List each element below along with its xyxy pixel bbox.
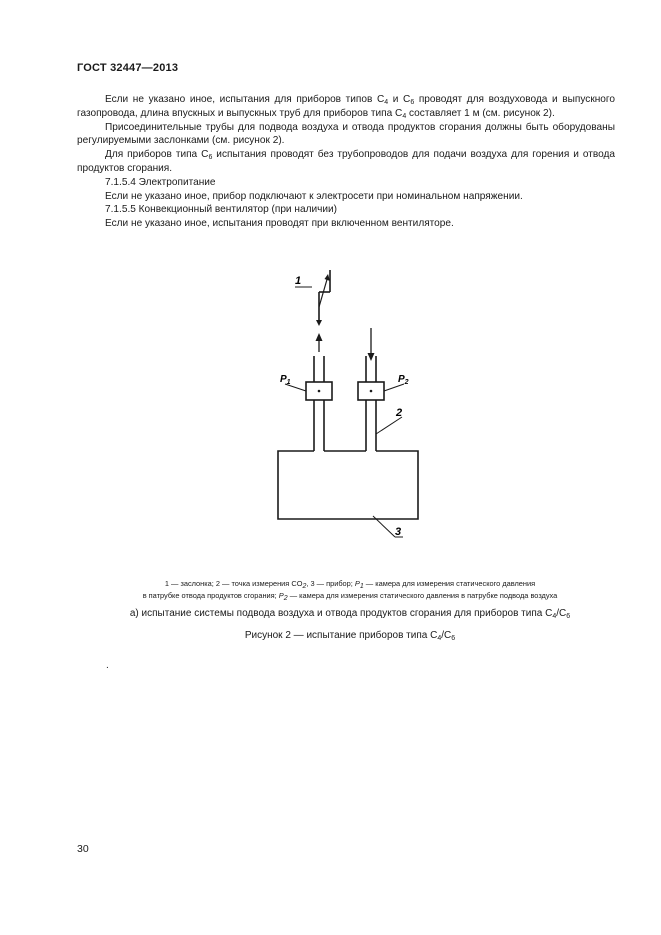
body-text [77,93,615,231]
paragraph-dampers: Присоединительные трубы для подвода воздуха и отвода продуктов сгорания должны быть оборудованы регулируемыми заслонками (см. рисунок 2). [77,121,615,147]
paragraph-fan: Если не указано иное, испытания проводят при включенном вентиляторе. [105,218,454,230]
label-3: 3 [395,526,402,538]
label-p1: $P_1$ [280,374,291,386]
section-heading-fan: 7.1.5.5 Конвекционный вентилятор (при наличии) [105,204,337,216]
legend-line-1: 1 — заслонка; 2 — точка измерения $CO_2$, 3 — прибор; $P_1$ — камера для измерения статического давления [164,579,536,590]
figure-legend [70,578,630,601]
figure-subcaption: а) испытание системы подвода воздуха и отвода продуктов сгорания для приборов типа $С_4/С_6$ [129,608,571,620]
leader-p2 [384,384,404,391]
paragraph-power: Если не указано иное, прибор подключают к электросети при номинальном напряжении. [105,190,523,202]
section-heading-power: 7.1.5.4 Электропитание [105,176,216,188]
label-p2: $P_2$ [398,374,409,386]
stray-dot: . [106,660,109,671]
figure-diagram [240,262,470,552]
document-header: ГОСТ 32447—2013 [77,62,179,74]
page-number: 30 [77,843,89,855]
leader-2 [376,417,402,434]
paragraph-c4-c6: Если не указано иное, испытания для приборов типов $С_4$ и $С_6$ проводят для воздуховода и выпускного газопровода, длина впускных и выпускных труб для приборов типа $С_4$ составляет 1 м (см. рисунок 2). [77,94,615,120]
legend-line-2: в патрубке отвода продуктов сгорания; $P_2$ — камера для измерения статического давления в патрубке подвода воздуха [142,590,558,602]
figure-caption: Рисунок 2 — испытание приборов типа $С_4/С_6$ [244,630,456,642]
appliance-box [278,451,418,519]
arrow-up-icon [316,333,323,341]
arrow-down-icon [368,353,375,361]
paragraph-c6: Для приборов типа $С_6$ испытания проводят без трубопроводов для подачи воздуха для горения и отвода продуктов сгорания. [77,149,616,174]
label-2: 2 [396,407,403,419]
label-1: 1 [295,275,302,287]
test-setup-diagram [240,262,470,552]
